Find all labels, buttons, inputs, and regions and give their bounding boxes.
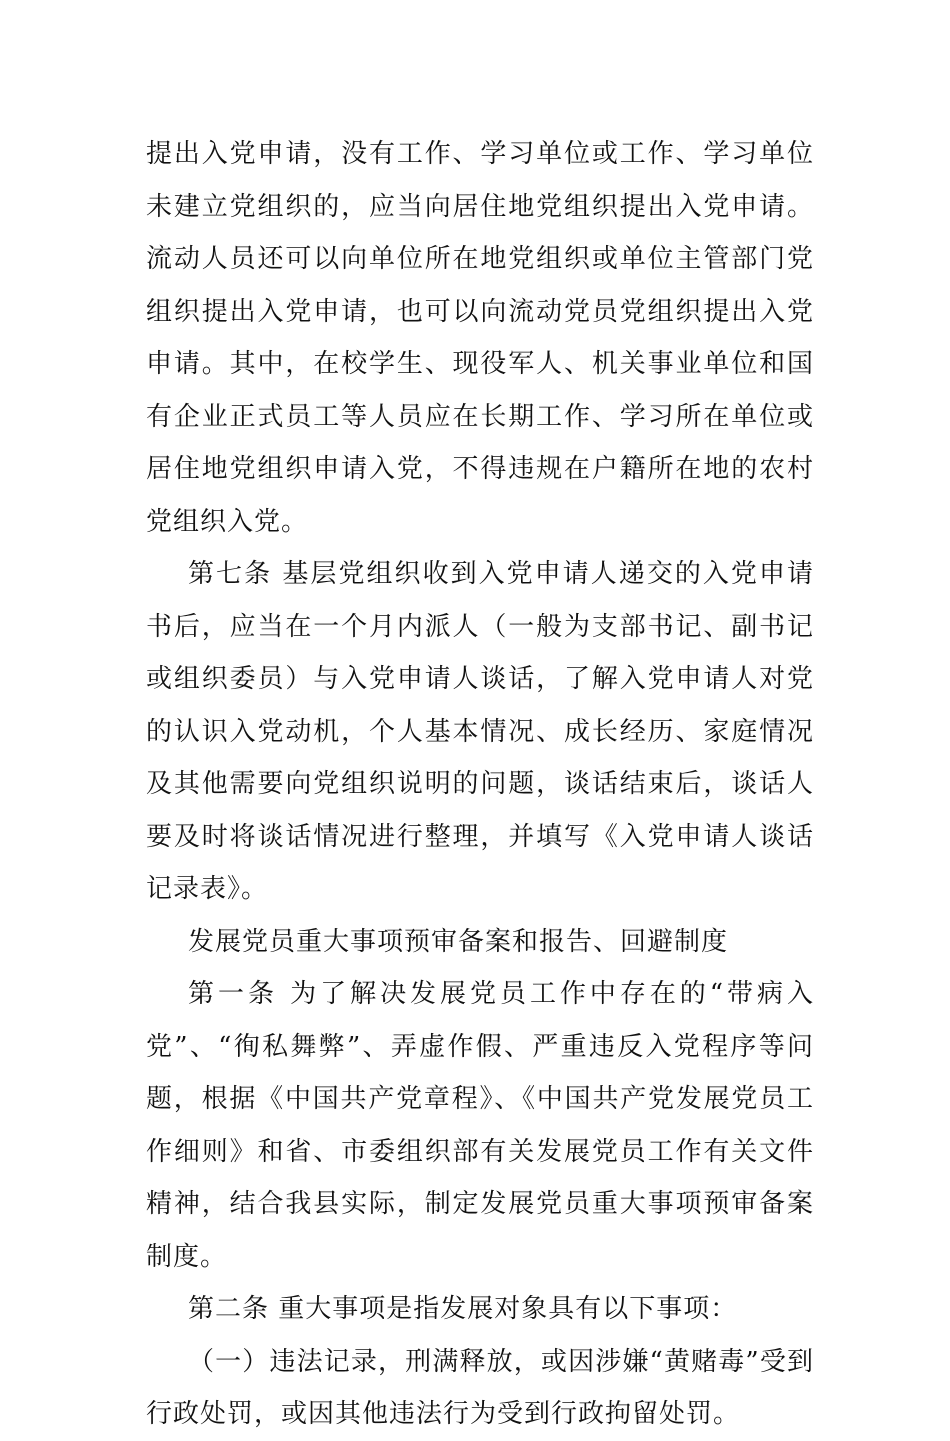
paragraph-item-1: （一）违法记录，刑满释放，或因涉嫌“黄赌毒”受到行政处罚，或因其他违法行为受到行政拘留处罚。 [146,1346,814,1429]
paragraph-continuation: 提出入党申请，没有工作、学习单位或工作、学习单位未建立党组织的，应当向居住地党组织提出入党申请。流动人员还可以向单位所在地党组织或单位主管部门党组织提出入党申请，也可以向流动党员党组织提出入党申请。其中，在校学生、现役军人、机关事业单位和国有企业正式员工等人员应在长期工作、学习所在单位或居住地党组织申请入党，不得违规在户籍所在地的农村党组织入党。 [146,139,814,537]
paragraph-article-7: 第七条 基层党组织收到入党申请人递交的入党申请书后，应当在一个月内派人（一般为支部书记、副书记或组织委员）与入党申请人谈话，了解入党申请人对党的认识入党动机，个人基本情况、成长经历、家庭情况及其他需要向党组织说明的问题，谈话结束后，谈话人要及时将谈话情况进行整理，并填写《入党申请人谈话记录表》。 [146,559,814,904]
document-body [146,128,814,1441]
section-heading: 发展党员重大事项预审备案和报告、回避制度 [188,926,729,957]
paragraph-article-1: 第一条 为了解决发展党员工作中存在的“带病入党”、“徇私舞弊”、弄虚作假、严重违反入党程序等问题，根据《中国共产党章程》、《中国共产党发展党员工作细则》和省、市委组织部有关发展党员工作有关文件精神，结合我县实际，制定发展党员重大事项预审备案制度。 [146,979,814,1272]
paragraph-article-2: 第二条 重大事项是指发展对象具有以下事项： [188,1294,738,1324]
